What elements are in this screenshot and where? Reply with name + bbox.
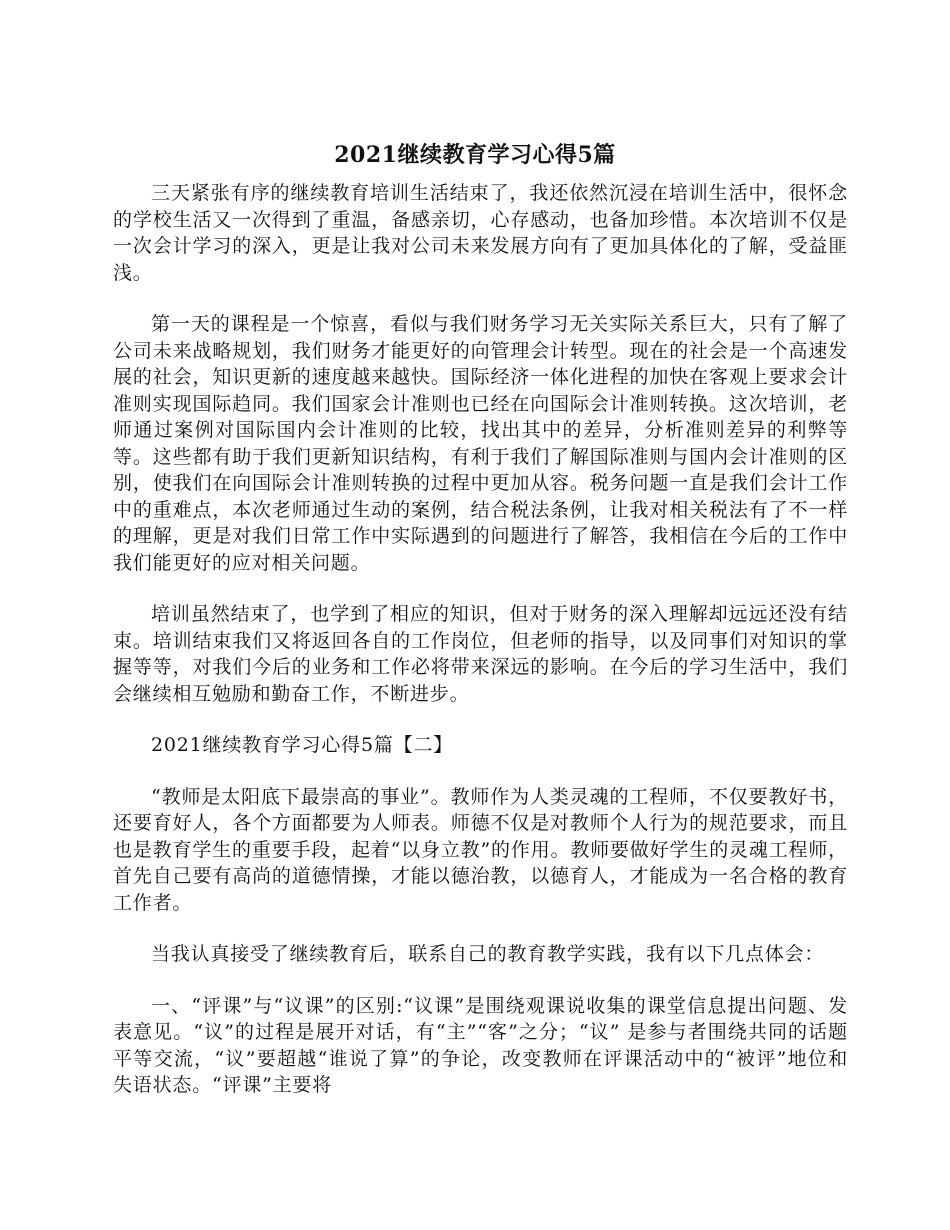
document-title: 2021继续教育学习心得5篇 bbox=[334, 142, 616, 168]
paragraph-5: 当我认真接受了继续教育后，联系自己的教育教学实践，我有以下几点体会： bbox=[151, 943, 825, 965]
document-body bbox=[113, 180, 848, 1124]
paragraph-1: 三天紧张有序的继续教育培训生活结束了，我还依然沉浸在培训生活中，很怀念的学校生活又一次得到了重温，备感亲切，心存感动，也备加珍惜。本次培训不仅是一次会计学习的深入，更是让我对公司未来发展方向有了更加具体化的了解，受益匪浅。 bbox=[113, 182, 848, 284]
paragraph-6: 一、“评课”与“议课”的区别:“议课”是围绕观课说收集的课堂信息提出问题、发表意见。“议”的过程是展开对话，有“主”“客”之分；“议” 是参与者围绕共同的话题平等交流，“议”要超越“谁说了算”的争论，改变教师在评课活动中的“被评”地位和失语状态。“评课”主要将 bbox=[113, 994, 848, 1096]
paragraph-3: 培训虽然结束了，也学到了相应的知识，但对于财务的深入理解却远远还没有结束。培训结束我们又将返回各自的工作岗位，但老师的指导，以及同事们对知识的掌握等等，对我们今后的业务和工作必将带来深远的影响。在今后的学习生活中，我们会继续相互勉励和勤奋工作，不断进步。 bbox=[113, 603, 848, 705]
paragraph-2: 第一天的课程是一个惊喜，看似与我们财务学习无关实际关系巨大，只有了解了公司未来战略规划，我们财务才能更好的向管理会计转型。现在的社会是一个高速发展的社会，知识更新的速度越来越快。国际经济一体化进程的加快在客观上要求会计准则实现国际趋同。我们国家会计准则也已经在向国际会计准则转换。这次培训，老师通过案例对国际国内会计准则的比较，找出其中的差异，分析准则差异的利弊等等。这些都有助于我们更新知识结构，有利于我们了解国际准则与国内会计准则的区别，使我们在向国际会计准则转换的过程中更加从容。税务问题一直是我们会计工作中的重难点，本次老师通过生动的案例，结合税法条例，让我对相关税法有了不一样的理解，更是对我们日常工作中实际遇到的问题进行了解答，我相信在今后的工作中我们能更好的应对相关问题。 bbox=[113, 313, 848, 574]
paragraph-4: “教师是太阳底下最崇高的事业”。教师作为人类灵魂的工程师，不仅要教好书，还要育好人，各个方面都要为人师表。师德不仅是对教师个人行为的规范要求，而且也是教育学生的重要手段，起着“以身立教”的作用。教师要做好学生的灵魂工程师，首先自己要有高尚的道德情操，才能以德治教，以德育人，才能成为一名合格的教育工作者。 bbox=[113, 785, 848, 914]
section-heading-2: 2021继续教育学习心得5篇【二】 bbox=[151, 734, 454, 756]
